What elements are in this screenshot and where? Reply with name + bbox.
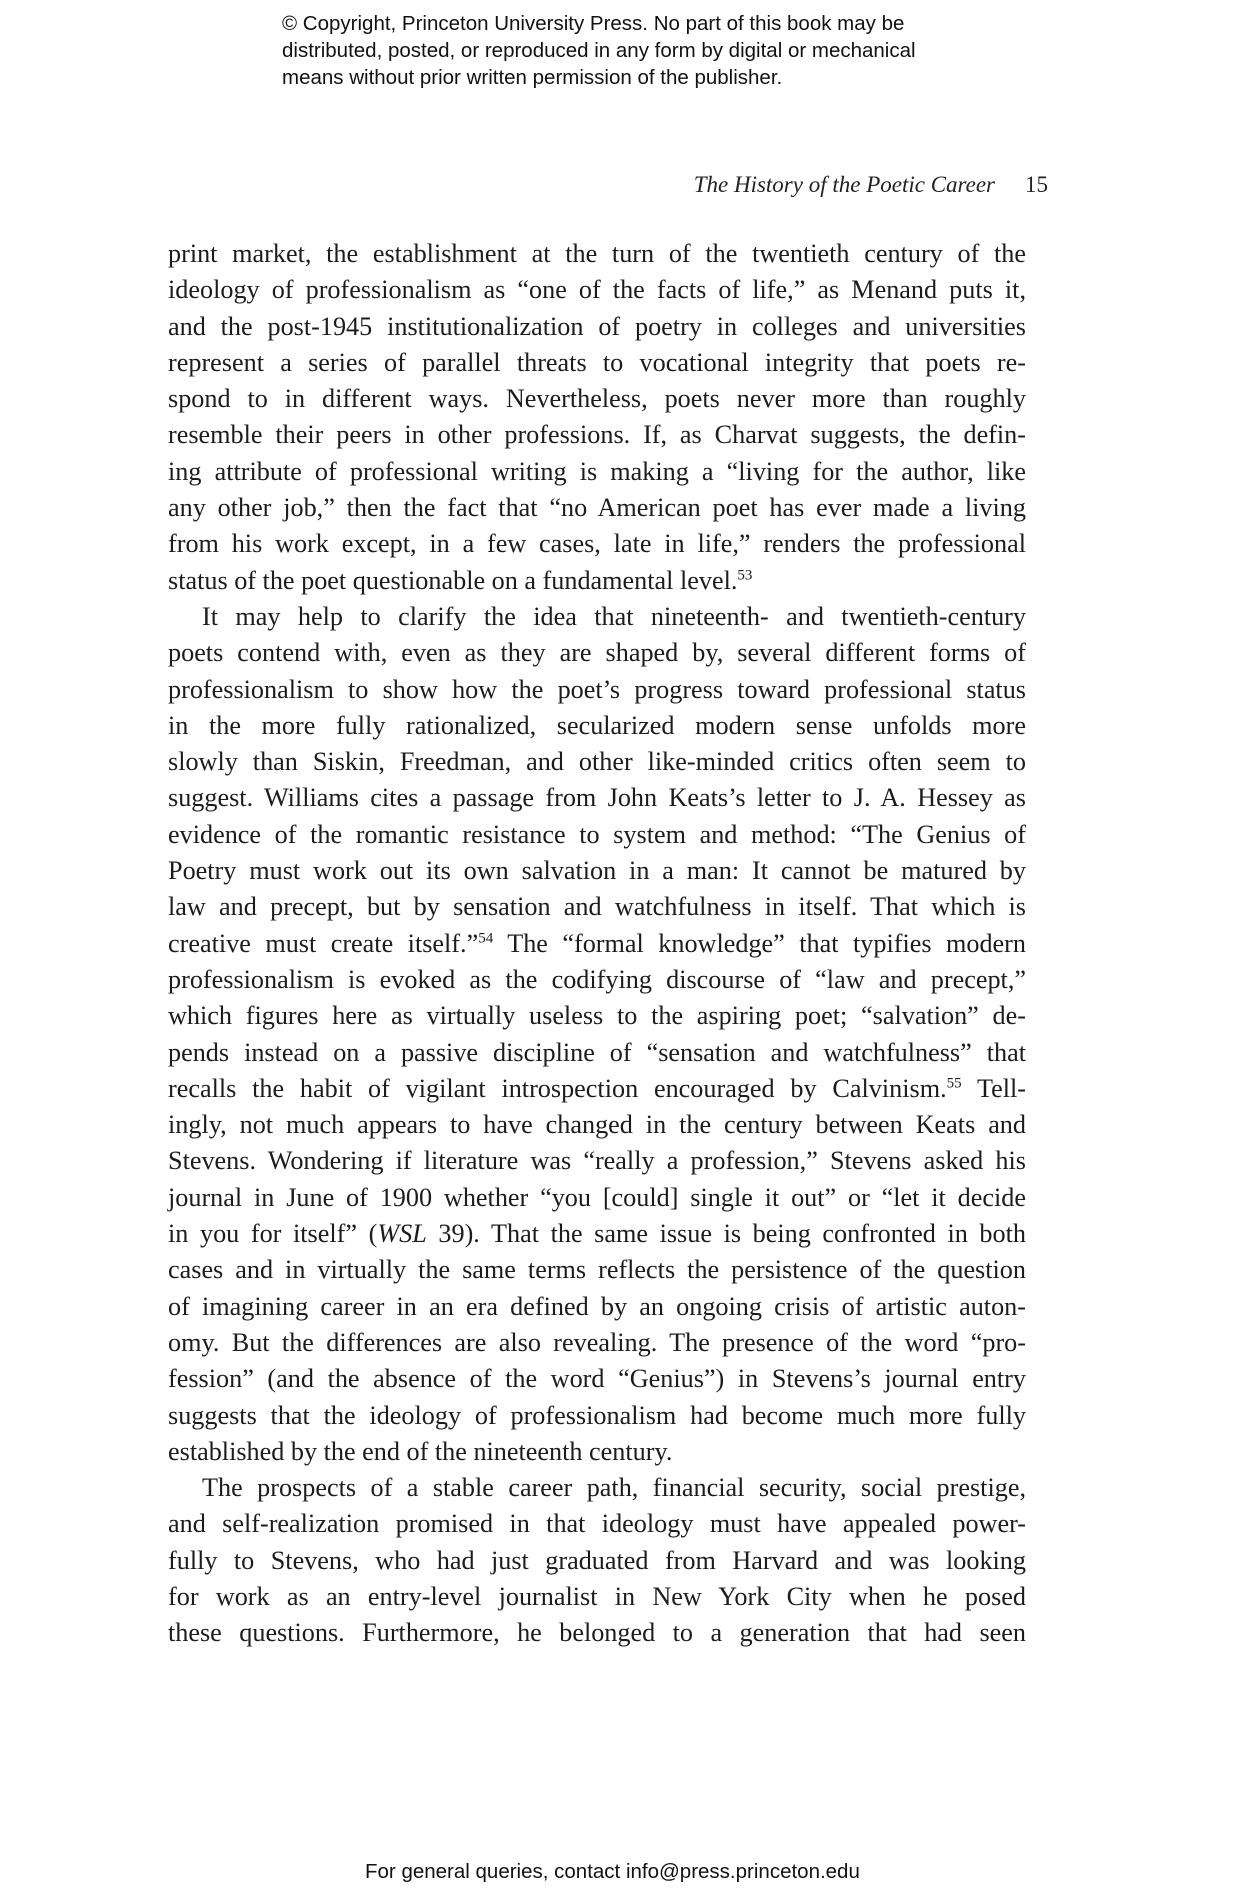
text-line: and the post-1945 institutionalization of poetry in colleges and universities [168,311,1026,341]
text-line: any other job,” then the fact that “no American poet has ever made a living [168,493,1026,523]
italic-abbreviation: WSL [377,1219,427,1249]
text-line: resemble their peers in other professions. If, as Charvat suggests, the defin- [168,420,1026,450]
text-line: professionalism to show how the poet’s progress toward professional status [168,674,1026,704]
text-line [168,563,1026,599]
text-line: suggest. Williams cites a passage from John Keats’s letter to J. A. Hessey as [168,783,1026,813]
text-line: omy. But the differences are also revealing. The presence of the word “pro- [168,1327,1026,1357]
footnote-ref: 55 [946,1075,962,1092]
text-line: suggests that the ideology of professionalism had become much more fully [168,1400,1026,1430]
text-span: recalls the habit of vigilant introspection encouraged by Calvinism. [168,1073,947,1103]
text-line: of imagining career in an era defined by an ongoing crisis of artistic auton- [168,1291,1026,1321]
text-line: from his work except, in a few cases, late in life,” renders the professional [168,529,1026,559]
body-text [168,236,1026,1652]
text-line: fully to Stevens, who had just graduated from Harvard and was looking [168,1545,1026,1575]
text-line: in the more fully rationalized, secularized modern sense unfolds more [168,710,1026,740]
footnote-ref: 54 [478,929,494,946]
text-line: print market, the establishment at the turn of the twentieth century of the [168,239,1026,268]
text-span: creative must create itself.” [168,928,479,958]
text-line: professionalism is evoked as the codifying discourse of “law and precept,” [168,964,1026,994]
text-line: which figures here as virtually useless to the aspiring poet; “salvation” de- [168,1001,1026,1031]
text-line [168,926,1026,962]
text-line: ideology of professionalism as “one of the facts of life,” as Menand puts it, [168,275,1026,305]
text-line: Stevens. Wondering if literature was “really a profession,” Stevens asked his [168,1146,1026,1176]
copyright-line: © Copyright, Princeton University Press. No part of this book may be [282,12,905,35]
text-span: The “formal knowledge” that typifies modern [493,928,1026,958]
footnote-ref: 53 [737,566,753,583]
text-line: and self-realization promised in that ideology must have appealed power- [168,1509,1026,1539]
copyright-line: means without prior written permission of the publisher. [282,66,783,89]
text-span: status of the poet questionable on a fundamental level. [168,565,738,595]
text-line: The prospects of a stable career path, financial security, social prestige, [202,1473,1026,1503]
running-head-title: The History of the Poetic Career [693,172,995,197]
text-line: pends instead on a passive discipline of “sensation and watchfulness” that [168,1037,1026,1067]
copyright-notice [282,10,1042,91]
text-line: Poetry must work out its own salvation in a man: It cannot be matured by [168,856,1026,886]
text-line: It may help to clarify the idea that nineteenth- and twentieth-century [202,601,1026,631]
text-line: ing attribute of professional writing is making a “living for the author, like [168,456,1026,486]
text-line: poets contend with, even as they are shaped by, several different forms of [168,638,1026,668]
copyright-line: distributed, posted, or reproduced in any form by digital or mechanical [282,39,916,62]
text-line [168,1071,1026,1107]
running-head [0,170,1048,200]
text-line: slowly than Siskin, Freedman, and other like-minded critics often seem to [168,747,1026,777]
text-line: these questions. Furthermore, he belonged to a generation that had seen [168,1618,1026,1648]
text-line: fession” (and the absence of the word “Genius”) in Stevens’s journal entry [168,1364,1026,1394]
text-span: in you for itself” ( [168,1219,378,1249]
text-line: spond to in different ways. Nevertheless, poets never more than roughly [168,384,1026,414]
text-span: Tell- [961,1073,1027,1103]
text-line [168,1216,1026,1252]
footer-contact-note: For general queries, contact info@press.princeton.edu [365,1860,860,1883]
text-line: established by the end of the nineteenth century. [168,1436,673,1466]
text-line: journal in June of 1900 whether “you [could] single it out” or “let it decide [168,1182,1026,1212]
text-line: law and precept, but by sensation and watchfulness in itself. That which is [168,892,1026,922]
text-line: ingly, not much appears to have changed in the century between Keats and [168,1110,1026,1140]
text-line: cases and in virtually the same terms reflects the persistence of the question [168,1255,1026,1285]
page-number: 15 [1025,172,1048,197]
text-line: represent a series of parallel threats to vocational integrity that poets re- [168,347,1026,377]
text-span: 39). That the same issue is being confronted in both [426,1219,1026,1249]
text-line: for work as an entry-level journalist in New York City when he posed [168,1581,1026,1611]
text-line: evidence of the romantic resistance to system and method: “The Genius of [168,819,1026,849]
